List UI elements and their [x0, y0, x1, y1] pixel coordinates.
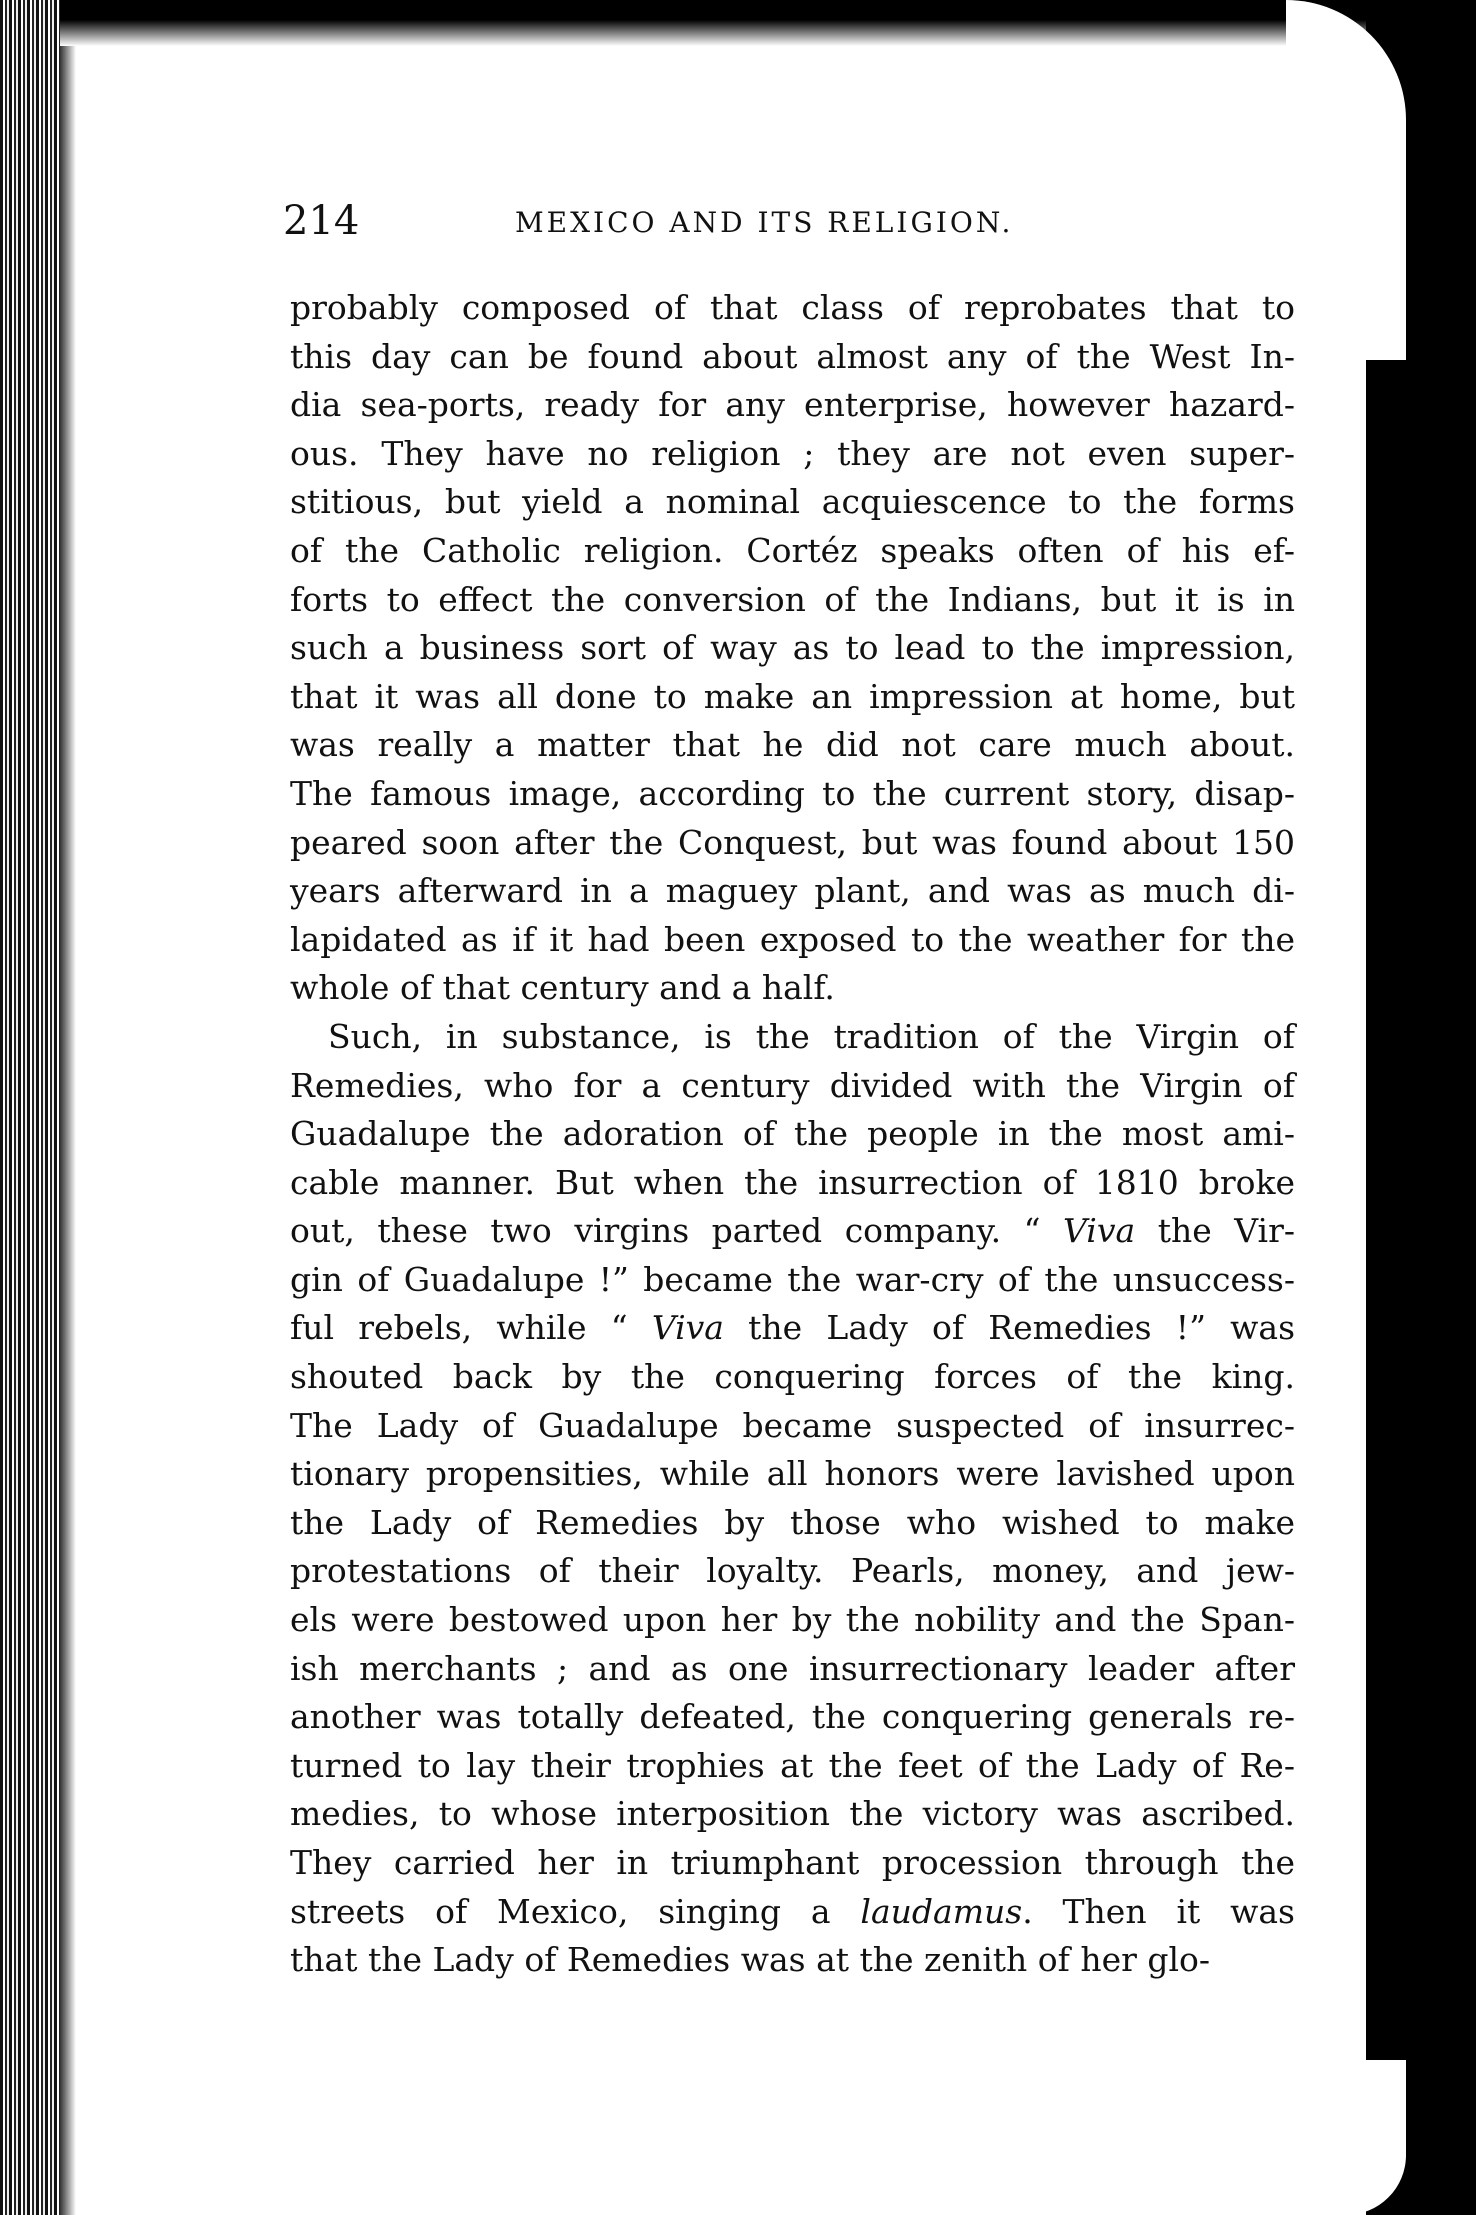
text-line: They carried her in triumphant procession through the — [290, 1843, 1295, 1882]
text-line: stitious, but yield a nominal acquiescence to the forms — [290, 482, 1295, 522]
text-line: probably composed of that class of reprobates that to — [290, 288, 1295, 327]
text-line: this day can be found about almost any of the West In- — [290, 336, 1295, 376]
paragraph — [290, 284, 1295, 1013]
text-line: The Lady of Guadalupe became suspected of insurrec- — [290, 1405, 1295, 1445]
paragraph — [290, 1013, 1295, 1985]
text-line: ous. They have no religion ; they are not even super- — [290, 433, 1295, 473]
text-line: gin of Guadalupe !” became the war-cry of the unsuccess- — [290, 1259, 1295, 1299]
text-line: The famous image, according to the current story, disap- — [290, 773, 1295, 813]
top-page-edge — [60, 0, 1380, 46]
text-line: that the Lady of Remedies was at the zenith of her glo- — [290, 1940, 1211, 1980]
text-line: tionary propensities, while all honors were lavished upon — [290, 1454, 1295, 1494]
page-number: 214 — [283, 198, 360, 244]
text-line: protestations of their loyalty. Pearls, money, and jew- — [290, 1551, 1295, 1591]
body-text — [290, 284, 1295, 1985]
text-line: Remedies, who for a century divided with the Virgin of — [290, 1065, 1295, 1105]
text-line: ish merchants ; and as one insurrectionary leader after — [290, 1648, 1295, 1688]
text-line: els were bestowed upon her by the nobility and the Span- — [290, 1600, 1295, 1640]
text-line: Guadalupe the adoration of the people in the most ami- — [290, 1114, 1295, 1154]
text-line: peared soon after the Conquest, but was found about 150 — [290, 822, 1295, 862]
spine-shadow — [60, 0, 76, 2215]
text-line: out, these two virgins parted company. “ Viva the Vir- — [290, 1211, 1295, 1251]
text-line: medies, to whose interposition the victory was ascribed. — [290, 1794, 1295, 1834]
text-line: another was totally defeated, the conquering generals re- — [290, 1697, 1295, 1737]
text-line: years afterward in a maguey plant, and was as much di- — [290, 871, 1295, 911]
text-line: streets of Mexico, singing a laudamus. Then it was — [290, 1891, 1295, 1931]
running-title: MEXICO AND ITS RELIGION. — [515, 206, 1014, 239]
text-line: whole of that century and a half. — [290, 968, 835, 1008]
page-header — [283, 198, 1303, 248]
text-line: that it was all done to make an impression at home, but — [290, 676, 1295, 716]
text-line: the Lady of Remedies by those who wished to make — [290, 1502, 1295, 1542]
text-line: forts to effect the conversion of the Indians, but it is in — [290, 579, 1295, 619]
text-line: was really a matter that he did not care much about. — [290, 725, 1295, 765]
text-line: ful rebels, while “ Viva the Lady of Remedies !” was — [290, 1308, 1295, 1348]
text-line: of the Catholic religion. Cortéz speaks often of his ef- — [290, 530, 1295, 570]
text-line: shouted back by the conquering forces of the king. — [290, 1357, 1295, 1397]
text-line: dia sea-ports, ready for any enterprise, however hazard- — [290, 385, 1295, 425]
text-line: such a business sort of way as to lead to the impression, — [290, 628, 1295, 668]
text-line: cable manner. But when the insurrection of 1810 broke — [290, 1162, 1295, 1202]
text-line: Such, in substance, is the tradition of the Virgin of — [328, 1016, 1295, 1056]
text-line: lapidated as if it had been exposed to the weather for the — [290, 919, 1295, 959]
text-line: turned to lay their trophies at the feet of the Lady of Re- — [290, 1745, 1295, 1785]
